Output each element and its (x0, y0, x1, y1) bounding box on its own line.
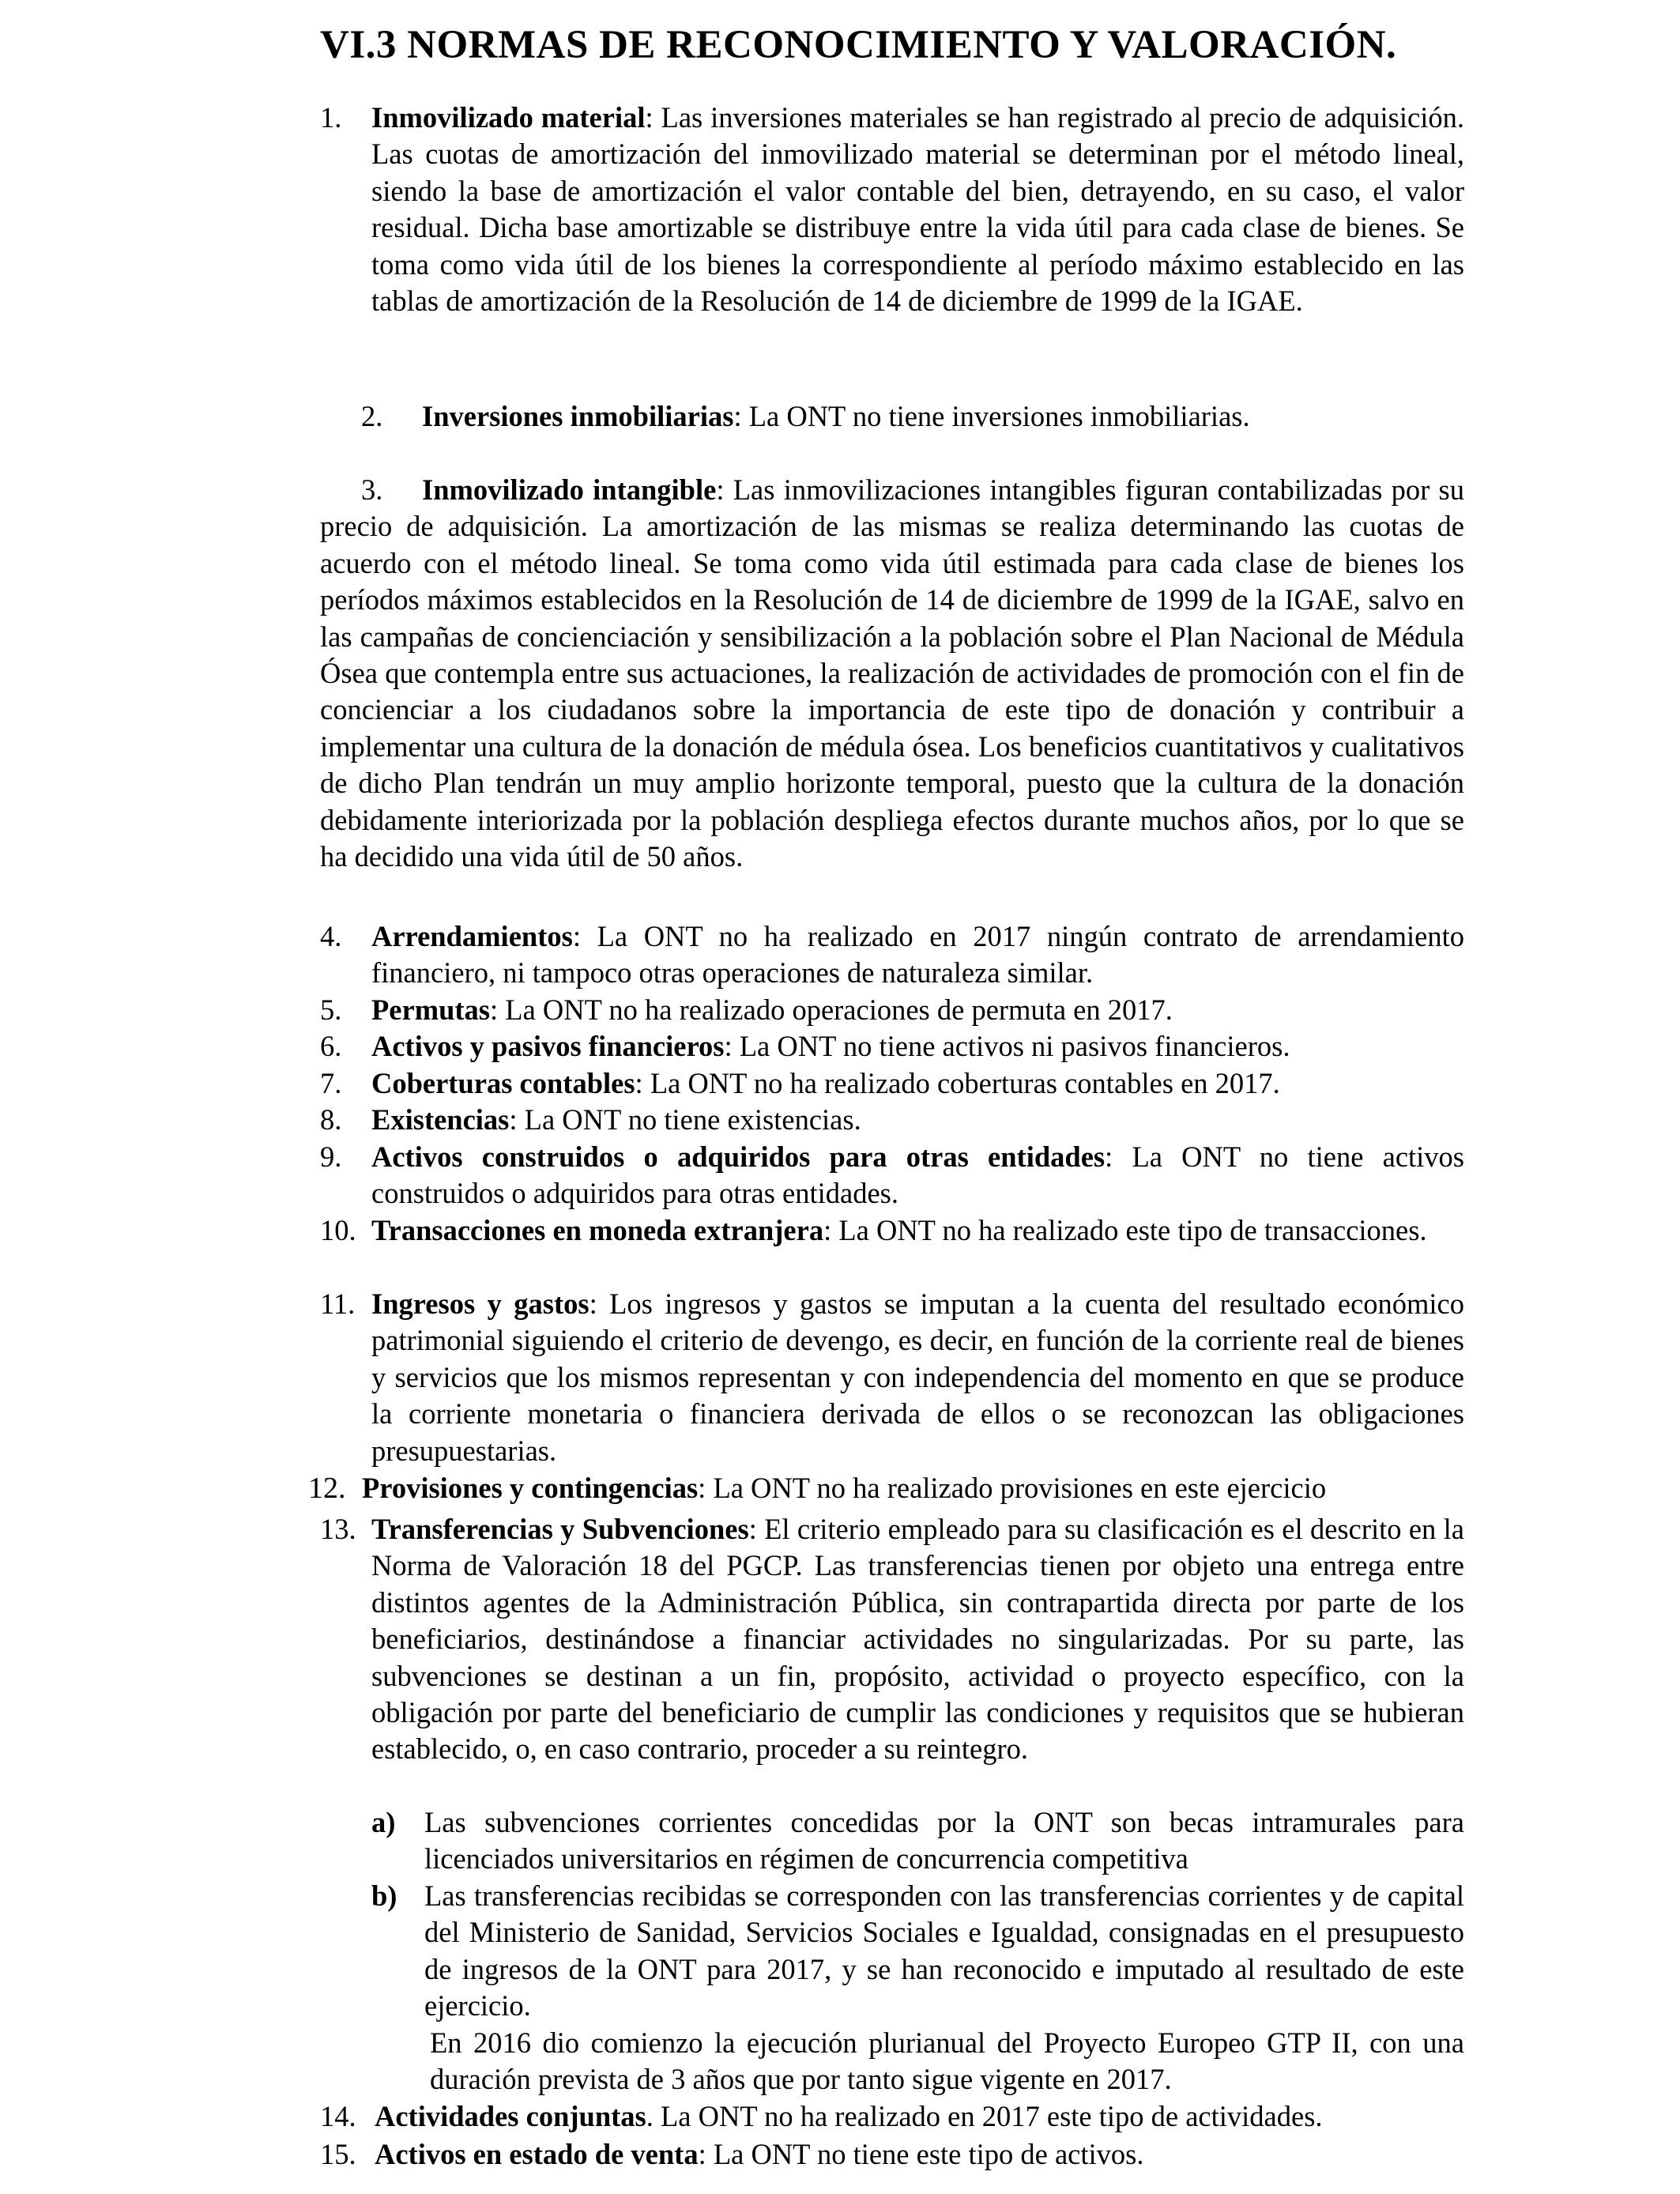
item-4-heading: Arrendamientos (371, 920, 573, 952)
item-2-body: : La ONT no tiene inversiones inmobiliarias. (733, 400, 1250, 432)
item-13-heading: Transferencias y Subvenciones (371, 1513, 749, 1545)
item-7-text (371, 1065, 1280, 1102)
item-8-body: : La ONT no tiene existencias. (509, 1103, 861, 1136)
item-8-number: 8. (320, 1103, 342, 1136)
item-12-number: 12. (308, 1472, 346, 1505)
item-8-heading: Existencias (371, 1103, 510, 1136)
item-6-text (371, 1028, 1290, 1065)
item-15-body: : La ONT no tiene este tipo de activos. (698, 2138, 1144, 2170)
item-5-body: : La ONT no ha realizado operaciones de permuta en 2017. (490, 993, 1173, 1026)
item-5-number: 5. (320, 993, 342, 1026)
item-1-body: : Las inversiones materiales se han registrado al precio de adquisición. Las cuotas de amortización del inmovilizado material se determinan por el método lineal, siendo la base de amortización el valor contable del bien, detrayendo, en su caso, el valor residual. Dicha base amortizable se distribuye entre la vida útil para cada clase de bienes. Se toma como vida útil de los bienes la correspondiente al período máximo establecido en las tablas de amortización de la Resolución de 14 de diciembre de 1999 de la IGAE. (371, 101, 1464, 318)
item-5-heading: Permutas (371, 993, 491, 1026)
item-2-text (422, 398, 1250, 435)
item-12-body: : La ONT no ha realizado provisiones en este ejercicio (698, 1472, 1327, 1504)
item-4-number: 4. (320, 920, 342, 952)
item-11-text (371, 1286, 1464, 1469)
item-11-body: : Los ingresos y gastos se imputan a la cuenta del resultado económico patrimonial siguiendo el criterio de devengo, es decir, en función de la corriente real de bienes y servicios que los mismos representan y con independencia del momento en que se produce la corriente monetaria o financiera derivada de ellos o se reconozcan las obligaciones presupuestarias. (371, 1287, 1464, 1467)
item-5-text (371, 992, 1173, 1028)
item-12-heading: Provisiones y contingencias (362, 1472, 699, 1504)
subitem-a-text: Las subvenciones corrientes concedidas por la ONT son becas intramurales para licenciados universitarios en régimen de concurrencia competitiva (424, 1806, 1464, 1875)
item-13-text (371, 1511, 1464, 1768)
subitem-a-label: a) (371, 1806, 396, 1838)
item-10-text (371, 1212, 1464, 1249)
item-11-number: 11. (320, 1287, 356, 1320)
item-7-number: 7. (320, 1067, 342, 1099)
item-3-body: : Las inmovilizaciones intangibles figuran contabilizadas por su precio de adquisición. La amortización de las mismas se realiza determinando las cuotas de acuerdo con el método lineal. Se toma como vida útil estimada para cada clase de bienes los períodos máximos establecidos en la Resolución de 14 de diciembre de 1999 de la IGAE, salvo en las campañas de concienciación y sensibilización a la población sobre el Plan Nacional de Médula Ósea que contempla entre sus actuaciones, la realización de actividades de promoción con el fin de concienciar a los ciudadanos sobre la importancia de este tipo de donación y contribuir a implementar una cultura de la donación de médula ósea. Los beneficios cuantitativos y cualitativos de dicho Plan tendrán un muy amplio horizonte temporal, puesto que la cultura de la donación debidamente interiorizada por la población despliega efectos durante muchos años, por lo que se ha decidido una vida útil de 50 años. (320, 473, 1464, 873)
item-1-heading: Inmovilizado material (371, 101, 646, 134)
item-9-text (371, 1139, 1464, 1212)
item-4-body: : La ONT no ha realizado en 2017 ningún contrato de arrendamiento financiero, ni tampoco otras operaciones de naturaleza similar. (371, 920, 1464, 990)
item-14-heading: Actividades conjuntas (375, 2100, 646, 2132)
subitem-b-text: Las transferencias recibidas se corresponden con las transferencias corrientes y de capital del Ministerio de Sanidad, Servicios Sociales e Igualdad, consignadas en el presupuesto de ingresos de la ONT para 2017, y se han reconocido e imputado al resultado de este ejercicio. (424, 1879, 1464, 2022)
item-14-text (375, 2098, 1323, 2135)
item-2-heading: Inversiones inmobiliarias (422, 400, 734, 432)
item-9-number: 9. (320, 1140, 342, 1173)
item-3-heading: Inmovilizado intangible (422, 473, 717, 506)
item-7-heading: Coberturas contables (371, 1067, 635, 1099)
gtp-project-note: En 2016 dio comienzo la ejecución plurianual del Proyecto Europeo GTP II, con una duración prevista de 3 años que por tanto sigue vigente en 2017. (430, 2026, 1464, 2096)
item-14-number: 14. (320, 2100, 356, 2132)
subitem-b-label: b) (371, 1879, 397, 1912)
item-9-heading: Activos construidos o adquiridos para otras entidades (371, 1140, 1106, 1173)
item-15-text (375, 2136, 1144, 2173)
item-1-number: 1. (320, 101, 342, 134)
item-13-number: 13. (320, 1513, 356, 1545)
item-2-number: 2. (361, 400, 383, 432)
item-4-text (371, 918, 1464, 992)
item-8-text (371, 1102, 861, 1138)
item-3-text (320, 472, 1464, 875)
item-6-heading: Activos y pasivos financieros (371, 1030, 725, 1062)
item-10-heading: Transacciones en moneda extranjera (371, 1214, 824, 1246)
item-9-body: : La ONT no tiene activos construidos o adquiridos para otras entidades. (371, 1140, 1465, 1210)
item-1-text (371, 100, 1464, 319)
item-11-heading: Ingresos y gastos (371, 1287, 590, 1320)
item-10-body: : La ONT no ha realizado este tipo de transacciones. (823, 1214, 1427, 1246)
item-14-body: . La ONT no ha realizado en 2017 este tipo de actividades. (646, 2100, 1323, 2132)
item-3-number: 3. (361, 473, 383, 506)
item-13-body: : El criterio empleado para su clasificación es el descrito en la Norma de Valoración 18 del PGCP. Las transferencias tienen por objeto una entrega entre distintos agentes de la Administración Pública, sin contrapartida directa por parte de los beneficiarios, destinándose a financiar actividades no singularizadas. Por su parte, las subvenciones se destinan a un fin, propósito, actividad o proyecto específico, con la obligación por parte del beneficiario de cumplir las condiciones y requisitos que se hubieran establecido, o, en caso contrario, proceder a su reintegro. (371, 1513, 1464, 1766)
item-6-body: : La ONT no tiene activos ni pasivos financieros. (724, 1030, 1290, 1062)
item-15-number: 15. (320, 2138, 356, 2170)
item-15-heading: Activos en estado de venta (375, 2138, 699, 2170)
item-6-number: 6. (320, 1030, 342, 1062)
item-7-body: : La ONT no ha realizado coberturas contables en 2017. (635, 1067, 1280, 1099)
item-10-number: 10. (320, 1214, 356, 1246)
section-title: VI.3 NORMAS DE RECONOCIMIENTO Y VALORACIÓN. (320, 23, 1397, 67)
item-12-text (362, 1470, 1326, 1506)
